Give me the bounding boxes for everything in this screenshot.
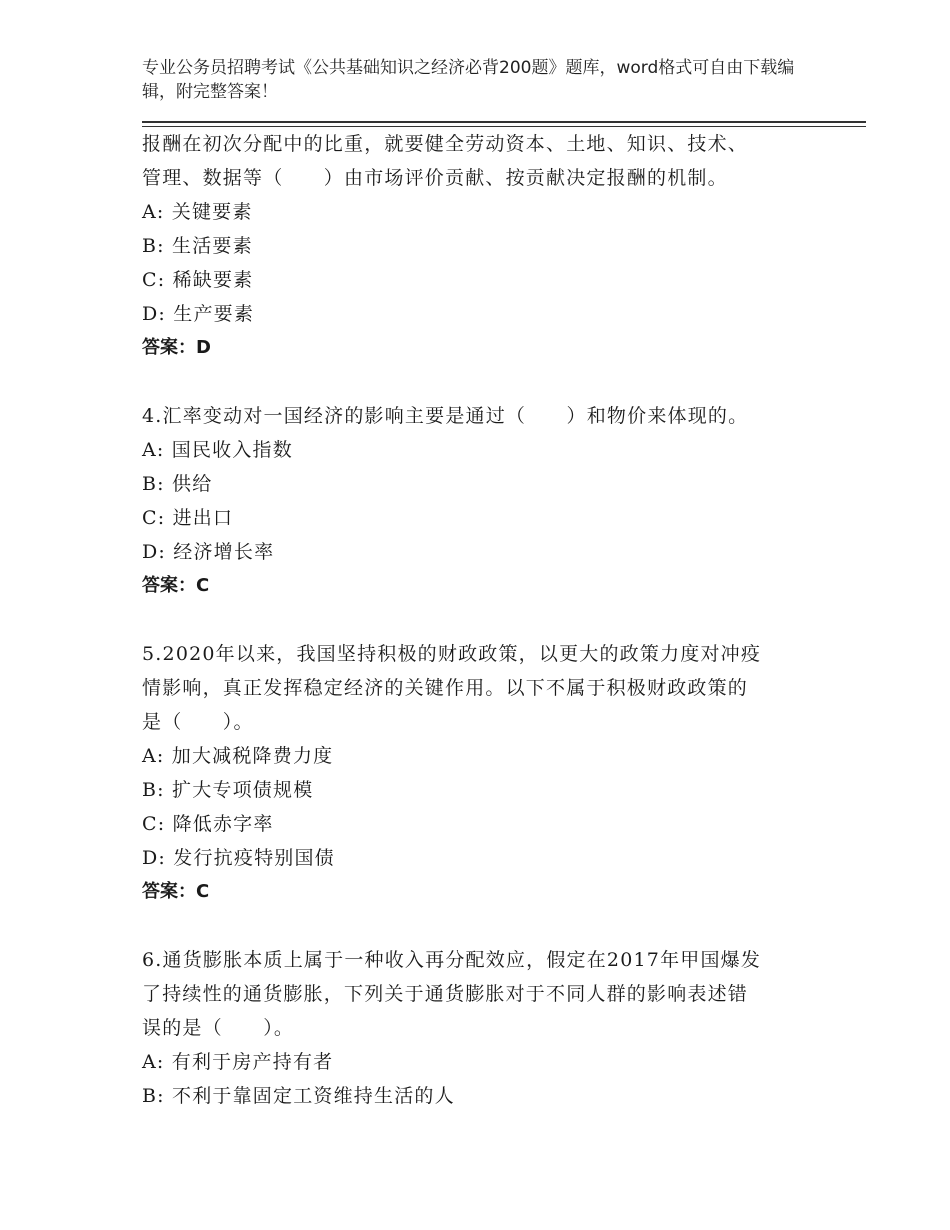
question-stem-line: 5.2020年以来，我国坚持积极的财政政策，以更大的政策力度对冲疫 xyxy=(142,643,762,665)
question-list xyxy=(142,127,822,1113)
option-b: B: 扩大专项债规模 xyxy=(142,779,314,801)
answer-label: 答案：C xyxy=(142,881,210,902)
question-gap xyxy=(142,909,822,943)
question-stem-line: 报酬在初次分配中的比重，就要健全劳动资本、土地、知识、技术、 xyxy=(142,133,749,155)
option-c: C: 稀缺要素 xyxy=(142,269,254,291)
option-d: D: 发行抗疫特别国债 xyxy=(142,847,335,869)
question-stem-line: 误的是（ ）。 xyxy=(142,1017,295,1039)
option-a: A: 有利于房产持有者 xyxy=(142,1051,334,1073)
document-header: 专业公务员招聘考试《公共基础知识之经济必背200题》题库，word格式可自由下载编辑，附完整答案！ xyxy=(142,58,795,102)
question-stem-line: 管理、数据等（ ）由市场评价贡献、按贡献决定报酬的机制。 xyxy=(142,167,728,189)
option-a: A: 国民收入指数 xyxy=(142,439,293,461)
option-c: C: 进出口 xyxy=(142,507,234,529)
header-divider-thick xyxy=(142,121,866,123)
question-gap xyxy=(142,365,822,399)
option-c: C: 降低赤字率 xyxy=(142,813,274,835)
option-a: A: 关键要素 xyxy=(142,201,253,223)
answer-label: 答案：C xyxy=(142,575,210,596)
question-stem-line: 4.汇率变动对一国经济的影响主要是通过（ ）和物价来体现的。 xyxy=(142,405,749,427)
option-b: B: 不利于靠固定工资维持生活的人 xyxy=(142,1085,455,1107)
question-gap xyxy=(142,603,822,637)
option-b: B: 供给 xyxy=(142,473,213,495)
option-d: D: 生产要素 xyxy=(142,303,255,325)
option-a: A: 加大减税降费力度 xyxy=(142,745,334,767)
question-stem-line: 是（ ）。 xyxy=(142,711,254,733)
question-stem-line: 了持续性的通货膨胀，下列关于通货膨胀对于不同人群的影响表述错 xyxy=(142,983,749,1005)
option-b: B: 生活要素 xyxy=(142,235,253,257)
option-d: D: 经济增长率 xyxy=(142,541,275,563)
answer-label: 答案：D xyxy=(142,337,211,358)
question-stem-line: 6.通货膨胀本质上属于一种收入再分配效应，假定在2017年甲国爆发 xyxy=(142,949,762,971)
question-stem-line: 情影响，真正发挥稳定经济的关键作用。以下不属于积极财政政策的 xyxy=(142,677,749,699)
